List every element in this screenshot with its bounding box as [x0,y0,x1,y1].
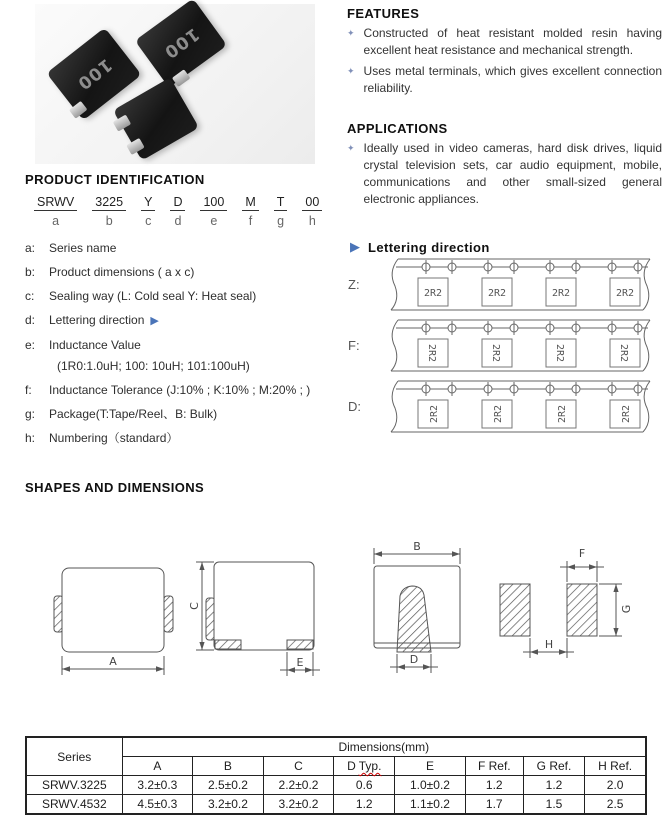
pocket-markings [429,405,632,423]
front-view-drawing [54,568,173,675]
code-part: 00 [302,195,322,211]
shapes-title: SHAPES AND DIMENSIONS [25,480,205,495]
dimension-drawings [22,540,652,715]
table-header-row [26,737,646,757]
series-cell: SRWV.4532 [26,795,122,815]
col-header: E [395,757,466,776]
code-letter: f [248,214,253,228]
applications-title: APPLICATIONS [347,121,448,136]
lettering-direction-title: Lettering direction [368,239,490,255]
code-part: SRWV [34,195,77,211]
component-pockets [418,339,640,367]
col-header: F Ref. [465,757,523,776]
blue-arrow-icon: ▶ [150,315,159,327]
col-header: D Typ. [334,757,395,776]
svg-text:2R2: 2R2 [487,288,507,299]
code-part: M [242,195,258,211]
component-pockets [418,278,640,306]
tape-drawing [382,315,664,375]
part-number-breakdown [34,195,322,228]
series-cell: SRWV.3225 [26,776,122,795]
svg-text:2R2: 2R2 [493,404,504,424]
legend-item: f: Inductance Tolerance (J:10% ; K:10% ; M:20% ; ) [25,383,311,397]
pocket-markings [426,344,629,362]
end-view-drawing [374,540,460,673]
product-identification-title: PRODUCT IDENTIFICATION [25,172,205,187]
col-header: H Ref. [585,757,646,776]
chip-marking: 100 [72,54,116,94]
feature-item [347,63,662,97]
code-letter: g [277,214,285,228]
svg-text:2R2: 2R2 [426,343,437,363]
blue-arrow-icon: ▶ [350,239,360,254]
svg-text:2R2: 2R2 [423,288,443,299]
svg-text:2R2: 2R2 [615,288,635,299]
legend-item: g: Package(T:Tape/Reel、B: Bulk) [25,407,218,421]
code-segment [274,195,288,228]
col-header: B [193,757,264,776]
code-segment [242,195,258,228]
chip-terminal [172,69,191,87]
code-part: T [274,195,288,211]
code-segment [92,195,126,228]
svg-text:H: H [544,638,554,651]
svg-text:F: F [578,547,586,560]
application-text: Ideally used in video cameras, hard disk drives, liquid crystal television sets, car audio equipment, mobile, communications and other small-sized general electronic appliances. [363,141,662,206]
col-header: G Ref. [523,757,584,776]
component-pockets [418,400,640,428]
application-item [347,140,662,208]
svg-text:2R2: 2R2 [618,343,629,363]
tape-diagram-f [348,315,664,375]
code-part: D [170,195,185,211]
code-letter: c [145,214,152,228]
bullet-diamond-icon: ✦ [347,28,355,38]
chip-terminal [113,115,131,132]
tape-label: F: [348,337,360,353]
chip-terminal [69,101,88,119]
tape-diagram-z [348,254,664,314]
features-title: FEATURES [347,6,420,21]
tape-drawing [382,254,664,314]
inductance-note: (1R0:1.0uH; 100: 10uH; 101:100uH) [57,359,250,373]
feature-text: Uses metal terminals, which gives excellent connection reliability. [363,64,662,95]
svg-text:E: E [296,656,304,669]
legend-item: h: Numbering（standard） [25,431,179,445]
code-letter: d [174,214,182,228]
applications-section [347,121,662,208]
bullet-diamond-icon: ✦ [347,66,355,76]
svg-text:A: A [109,655,117,668]
legend-item: c: Sealing way (L: Cold seal Y: Heat seal) [25,289,257,303]
code-letter: b [105,214,113,228]
code-segment [141,195,155,228]
product-photo [35,4,315,164]
svg-text:D: D [409,653,419,666]
tape-label: D: [348,398,361,414]
code-letter: e [210,214,218,228]
svg-text:2R2: 2R2 [621,404,632,424]
legend-item: a: Series name [25,241,117,255]
svg-text:2R2: 2R2 [490,343,501,363]
code-segment [200,195,227,228]
svg-text:C: C [188,602,201,610]
svg-text:2R2: 2R2 [551,288,571,299]
code-part: Y [141,195,155,211]
bullet-diamond-icon: ✦ [347,143,355,153]
tape-label: Z: [348,276,360,292]
chip-component [135,0,227,88]
code-segment [34,195,77,228]
part-number-legend [25,242,340,456]
svg-text:B: B [413,540,421,553]
svg-text:G: G [620,604,633,614]
code-letter: a [52,214,60,228]
code-part: 3225 [92,195,126,211]
svg-text:2R2: 2R2 [429,404,440,424]
svg-text:2R2: 2R2 [554,343,565,363]
code-part: 100 [200,195,227,211]
col-header: A [122,757,193,776]
code-segment [302,195,322,228]
feature-item [347,25,662,59]
series-header: Series [26,737,122,776]
chip-terminal [126,138,144,155]
dimensions-header: Dimensions(mm) [122,737,646,757]
legend-item: e: Inductance Value [25,338,141,352]
chip-component [113,77,199,160]
spellcheck-underline: Typ. [358,759,382,773]
table-row: SRWV.4532 4.5±0.3 3.2±0.2 3.2±0.2 1.2 1.1±0.2 1.7 1.5 2.5 [26,795,646,815]
chip-marking: 100 [159,23,203,63]
code-segment [170,195,185,228]
side-view-drawing [188,562,320,676]
tape-drawing [382,376,664,436]
tape-diagram-d [348,376,664,436]
legend-item: d: Lettering direction ▶ [25,313,159,327]
pocket-markings [424,288,634,299]
legend-item: b: Product dimensions ( a x c) [25,265,195,279]
svg-text:2R2: 2R2 [557,404,568,424]
lettering-direction-header [350,239,490,255]
code-letter: h [308,214,316,228]
feature-text: Constructed of heat resistant molded resin having excellent heat resistance and mechanical strength. [363,26,662,57]
col-header: C [263,757,334,776]
table-row: SRWV.3225 3.2±0.3 2.5±0.2 2.2±0.2 0.6 1.0±0.2 1.2 1.2 2.0 [26,776,646,795]
land-pattern-drawing [500,547,633,658]
features-section [347,6,662,97]
dimensions-table [25,736,647,815]
